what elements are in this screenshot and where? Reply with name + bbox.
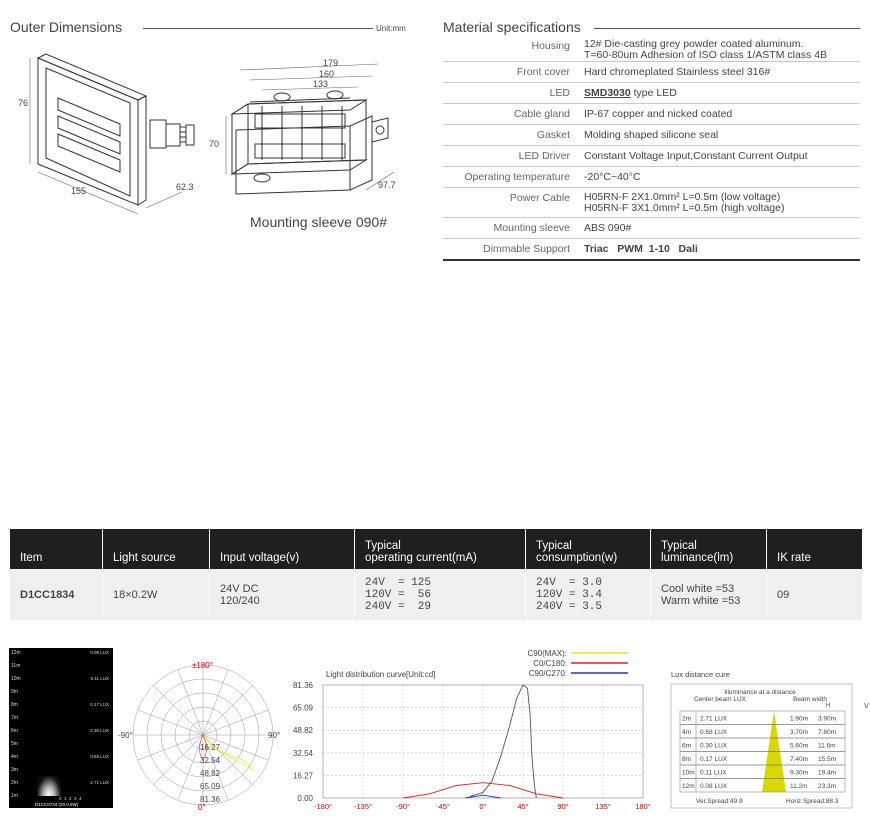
spec-row-power-cable: Power Cable H05RN-F 2X1.0mm² L=0.5m (low voltage) H05RN-F 3X1.0mm² L=0.5m (high voltage) <box>443 188 860 218</box>
chart-title: Light distribution curve[Unit:cd] <box>326 670 436 679</box>
cell-item: D1CC1834 <box>10 569 103 620</box>
front-width-label: 155 <box>71 186 87 196</box>
lux-width-v: 23.3m <box>818 783 837 790</box>
sleeve-height-label: 70 <box>209 139 220 149</box>
header-ik-rate: IK rate <box>777 552 811 564</box>
spec-row-led: LED SMD3030 type LED <box>443 83 860 104</box>
series-line <box>470 685 537 798</box>
beam-row-label: 9m <box>11 689 18 695</box>
fixture-front-drawing <box>38 54 194 205</box>
header-consumption: Typical consumption(w) <box>526 529 651 569</box>
lux-width-h: 11.2m <box>790 783 808 790</box>
lux-value: 0.30 LUX <box>700 742 728 750</box>
lux-distance: 8m <box>682 756 692 763</box>
beam-lux-label: 0.30 LUX <box>90 728 109 733</box>
lux-distance: 12m <box>682 783 695 790</box>
beam-row-label: 12m <box>11 650 21 656</box>
lux-distance: 6m <box>682 742 692 750</box>
beam-row-label: 5m <box>11 741 18 747</box>
lux-width-v: 11.6m <box>818 742 836 750</box>
cell-consumption: 24V = 3.0 120V = 3.4 240V = 3.5 <box>526 569 651 620</box>
front-depth-label: 62.3 <box>176 182 194 192</box>
lux-value: 0.68 LUX <box>700 729 728 736</box>
front-height-label: 76 <box>18 98 29 108</box>
lux-side-v: V <box>864 703 869 710</box>
beam-row-label: 4m <box>11 754 18 760</box>
lux-col1: Center beam LUX <box>693 696 747 703</box>
polar-top-label: ±180° <box>192 661 213 670</box>
spec-row-cable-gland: Cable gland IP-67 copper and nicked coated <box>443 104 860 125</box>
sleeve-d1-label: 179 <box>323 58 339 68</box>
lux-distance: 10m <box>682 769 695 777</box>
y-tick-label: 0.00 <box>297 794 313 803</box>
chart-legend <box>527 649 628 678</box>
x-tick-label: -90° <box>396 802 410 811</box>
spec-row-gasket: Gasket Molding shaped silicone seal <box>443 125 860 146</box>
beam-lux-label: 2.71 LUX <box>90 780 109 785</box>
x-tick-label: 90° <box>557 802 569 811</box>
x-tick-label: 180° <box>635 802 651 811</box>
polar-bottom-label: 0° <box>198 803 206 812</box>
beam-row-label: 7m <box>11 715 18 721</box>
sleeve-depth-label: 97.7 <box>378 180 396 190</box>
lux-chart-title: Lux distance cure <box>671 670 730 679</box>
legend-label: C0/C180: <box>533 659 567 668</box>
beam-row-label: 8m <box>11 702 18 708</box>
divider <box>143 28 373 29</box>
beam-x-ticks: 0 1 2 3 4 <box>59 796 82 801</box>
lux-col2-sub: H <box>826 703 831 709</box>
x-tick-labels <box>314 802 651 811</box>
beam-row-label: 2m <box>11 780 18 786</box>
spec-row-dimmable: Dimmable Support Triac PWM 1-10 Dali <box>443 239 860 261</box>
outer-dimensions-title: Outer Dimensions <box>10 19 123 35</box>
lux-header: Illuminance at a distance <box>724 689 796 696</box>
beam-lux-label: 0.08 LUX <box>90 650 109 655</box>
product-table <box>10 529 862 620</box>
polar-ring-label: 32.54 <box>200 756 221 765</box>
legend-label: C90/C270: <box>528 669 567 678</box>
lux-value: 0.11 LUX <box>700 769 727 777</box>
mounting-sleeve-caption: Mounting sleeve 090# <box>250 214 387 230</box>
beam-lux-label: 0.17 LUX <box>90 702 109 707</box>
unit-label: Unit:mm <box>376 24 406 33</box>
ver-spread: Ver.Spread:49.9 <box>696 798 743 805</box>
header-current: Typical operating current(mA) <box>355 529 526 569</box>
cell-light-source: 18×0.2W <box>103 569 210 620</box>
beam-row-label: 11m <box>11 663 21 669</box>
dimension-drawings <box>0 40 430 240</box>
cell-luminance: Cool white =53 Warm white =53 <box>651 569 767 620</box>
lux-distance: 4m <box>682 729 692 736</box>
polar-ring-label: 16.27 <box>200 743 221 752</box>
polar-diagram <box>118 660 288 820</box>
x-tick-label: -45° <box>436 802 450 811</box>
beam-row-label: 10m <box>11 676 21 682</box>
y-tick-label: 16.27 <box>292 771 313 781</box>
legend-label: C90(MAX): <box>527 649 567 658</box>
header-item: Item <box>10 529 103 569</box>
mounting-sleeve-drawing <box>232 91 388 194</box>
cell-current: 24V = 125 120V = 56 240V = 29 <box>355 569 526 620</box>
lux-width-v: 7.80m <box>818 729 837 736</box>
x-tick-label: 0° <box>479 802 487 811</box>
header-input-voltage: Input voltage(v) <box>210 529 355 569</box>
x-tick-label: 45° <box>517 802 529 811</box>
polar-left-label: -90° <box>118 731 133 740</box>
lux-distance: 2m <box>682 715 692 723</box>
light-distribution-chart <box>283 645 663 820</box>
lux-value: 2.71 LUX <box>700 715 728 723</box>
lux-value: 0.17 LUX <box>700 756 728 763</box>
y-tick-label: 65.09 <box>292 703 313 713</box>
beam-row-label: 3m <box>11 767 18 773</box>
header-light-source: Light source <box>103 529 210 569</box>
beam-caption: D1CC0734 (20.0.8W) <box>35 802 79 807</box>
cell-ik-rate: 09 <box>777 588 790 601</box>
beam-glow <box>37 776 61 796</box>
divider <box>594 28 860 29</box>
cell-input-voltage: 24V DC 120/240 <box>210 569 355 620</box>
product-table-row <box>10 569 862 620</box>
product-table-header <box>10 529 862 569</box>
y-tick-labels <box>293 681 314 803</box>
lux-width-v: 15.5m <box>818 756 837 763</box>
spec-row-operating-temp: Operating temperature -20°C~40°C <box>443 167 860 188</box>
beam-row-label: 1m <box>11 793 18 799</box>
lux-width-h: 1.90m <box>790 715 809 723</box>
polar-ring-label: 48.82 <box>200 769 221 778</box>
polar-right-label: 90° <box>268 731 281 740</box>
x-tick-label: 135° <box>595 802 611 811</box>
lux-width-h: 7.40m <box>790 756 809 763</box>
lux-table <box>680 711 845 792</box>
lux-width-v: 19.4m <box>818 769 837 777</box>
header-luminance: Typical luminance(lm) <box>651 529 767 569</box>
plot-grid <box>323 685 643 798</box>
y-tick-label: 48.82 <box>292 726 313 736</box>
lux-width-h: 5.60m <box>790 742 809 750</box>
material-specs-title: Material specifications <box>443 19 581 35</box>
lux-width-h: 3.70m <box>790 729 809 736</box>
beam-photo <box>9 648 113 808</box>
x-tick-label: -180° <box>313 802 333 811</box>
lux-distance-chart <box>668 666 870 811</box>
y-tick-label: 32.54 <box>292 748 313 758</box>
beam-lux-label: 0.11 LUX <box>90 676 109 681</box>
spec-row-front-cover: Front cover Hard chromeplated Stainless steel 316# <box>443 62 860 83</box>
lux-col2: Beam width <box>793 696 827 703</box>
hor-spread: Horiz.Spread:88.3 <box>786 798 839 805</box>
sleeve-d2-label: 160 <box>319 69 335 79</box>
material-specs-table <box>443 35 860 261</box>
polar-ring-label: 65.09 <box>200 782 221 791</box>
beam-lux-label: 0.68 LUX <box>90 754 109 759</box>
lux-width-v: 3.90m <box>818 715 837 723</box>
lux-value: 0.08 LUX <box>700 783 728 790</box>
spec-row-led-driver: LED Driver Constant Voltage Input,Constant Current Output <box>443 146 860 167</box>
spec-row-housing: Housing 12# Die-casting grey powder coated aluminum. T=60-80um Adhesion of ISO class 1/ASTM class 4B <box>443 35 860 62</box>
spec-row-mounting-sleeve: Mounting sleeve ABS 090# <box>443 218 860 239</box>
beam-row-label: 6m <box>11 728 18 734</box>
x-tick-label: -135° <box>353 802 373 811</box>
lux-width-h: 9.30m <box>790 769 809 777</box>
sleeve-d3-label: 133 <box>313 79 329 89</box>
y-tick-label: 81.36 <box>292 681 313 690</box>
polar-ring-label: 81.36 <box>200 795 221 804</box>
